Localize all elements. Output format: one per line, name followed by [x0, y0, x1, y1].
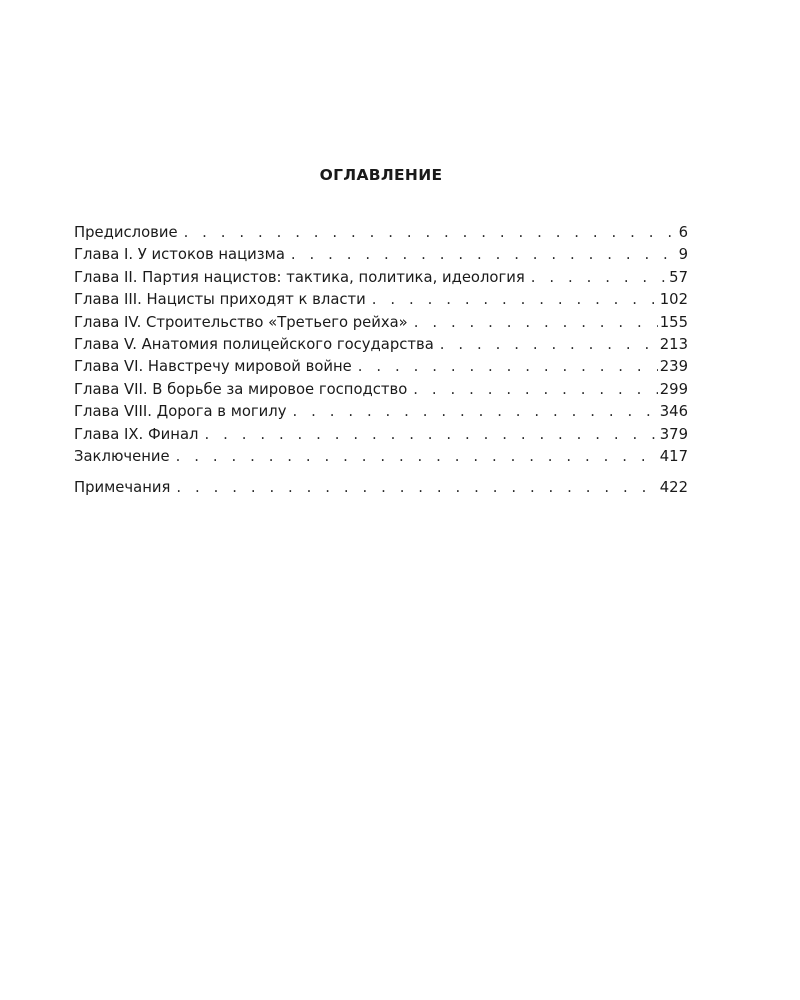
toc-entry-page: 346 — [659, 403, 688, 421]
toc-entry-label: Глава V. Анатомия полицейского государства — [74, 335, 434, 353]
toc-entry-label: Глава I. У истоков нацизма — [74, 246, 285, 264]
toc-entry-page: 417 — [659, 447, 688, 465]
toc-entry-label: Предисловие — [74, 224, 178, 241]
toc-entry-chapter-5[interactable] — [74, 334, 688, 356]
toc-entry-chapter-2[interactable] — [74, 267, 688, 289]
leader-dots — [184, 222, 677, 244]
toc-entry-page: 213 — [659, 335, 688, 353]
toc-entry-notes[interactable] — [74, 477, 688, 499]
toc-entry-preface[interactable] — [74, 222, 688, 244]
toc-entry-chapter-3[interactable] — [74, 289, 688, 311]
toc-entry-label: Глава IV. Строительство «Третьего рейха» — [74, 313, 408, 331]
toc-entry-page: 155 — [659, 313, 688, 331]
table-of-contents — [74, 222, 688, 500]
toc-entry-label: Глава VIII. Дорога в могилу — [74, 403, 287, 421]
toc-entry-page: 57 — [669, 268, 688, 286]
toc-entry-chapter-9[interactable] — [74, 424, 688, 446]
leader-dots — [413, 379, 657, 401]
toc-entry-label: Заключение — [74, 447, 170, 465]
toc-entry-label: Глава II. Партия нацистов: тактика, политика, идеология — [74, 268, 525, 286]
toc-entry-page: 6 — [678, 224, 688, 241]
toc-entry-page: 102 — [659, 291, 688, 309]
toc-entry-page: 299 — [659, 380, 688, 398]
toc-entry-chapter-6[interactable] — [74, 356, 688, 378]
toc-entry-label: Глава VI. Навстречу мировой войне — [74, 358, 352, 376]
leader-dots — [176, 446, 658, 468]
toc-entry-chapter-1[interactable] — [74, 244, 688, 266]
leader-dots — [372, 289, 658, 311]
toc-entry-chapter-8[interactable] — [74, 401, 688, 423]
toc-entry-page: 379 — [659, 425, 688, 443]
toc-entry-page: 239 — [659, 358, 688, 376]
toc-entry-conclusion[interactable] — [74, 446, 688, 468]
toc-entry-page: 9 — [678, 246, 688, 264]
leader-dots — [414, 312, 658, 334]
toc-entry-label: Глава IX. Финал — [74, 425, 199, 443]
toc-entry-page: 422 — [659, 479, 688, 497]
toc-heading: ОГЛАВЛЕНИЕ — [319, 166, 443, 184]
toc-entry-chapter-7[interactable] — [74, 379, 688, 401]
leader-dots — [358, 356, 658, 378]
leader-dots — [531, 267, 667, 289]
toc-entry-chapter-4[interactable] — [74, 312, 688, 334]
leader-dots — [176, 477, 657, 499]
leader-dots — [291, 244, 677, 266]
toc-entry-label: Глава VII. В борьбе за мировое господство — [74, 380, 408, 398]
toc-entry-label: Глава III. Нацисты приходят к власти — [74, 291, 366, 309]
leader-dots — [440, 334, 658, 356]
toc-entry-label: Примечания — [74, 479, 171, 497]
leader-dots — [293, 401, 658, 423]
leader-dots — [205, 424, 658, 446]
